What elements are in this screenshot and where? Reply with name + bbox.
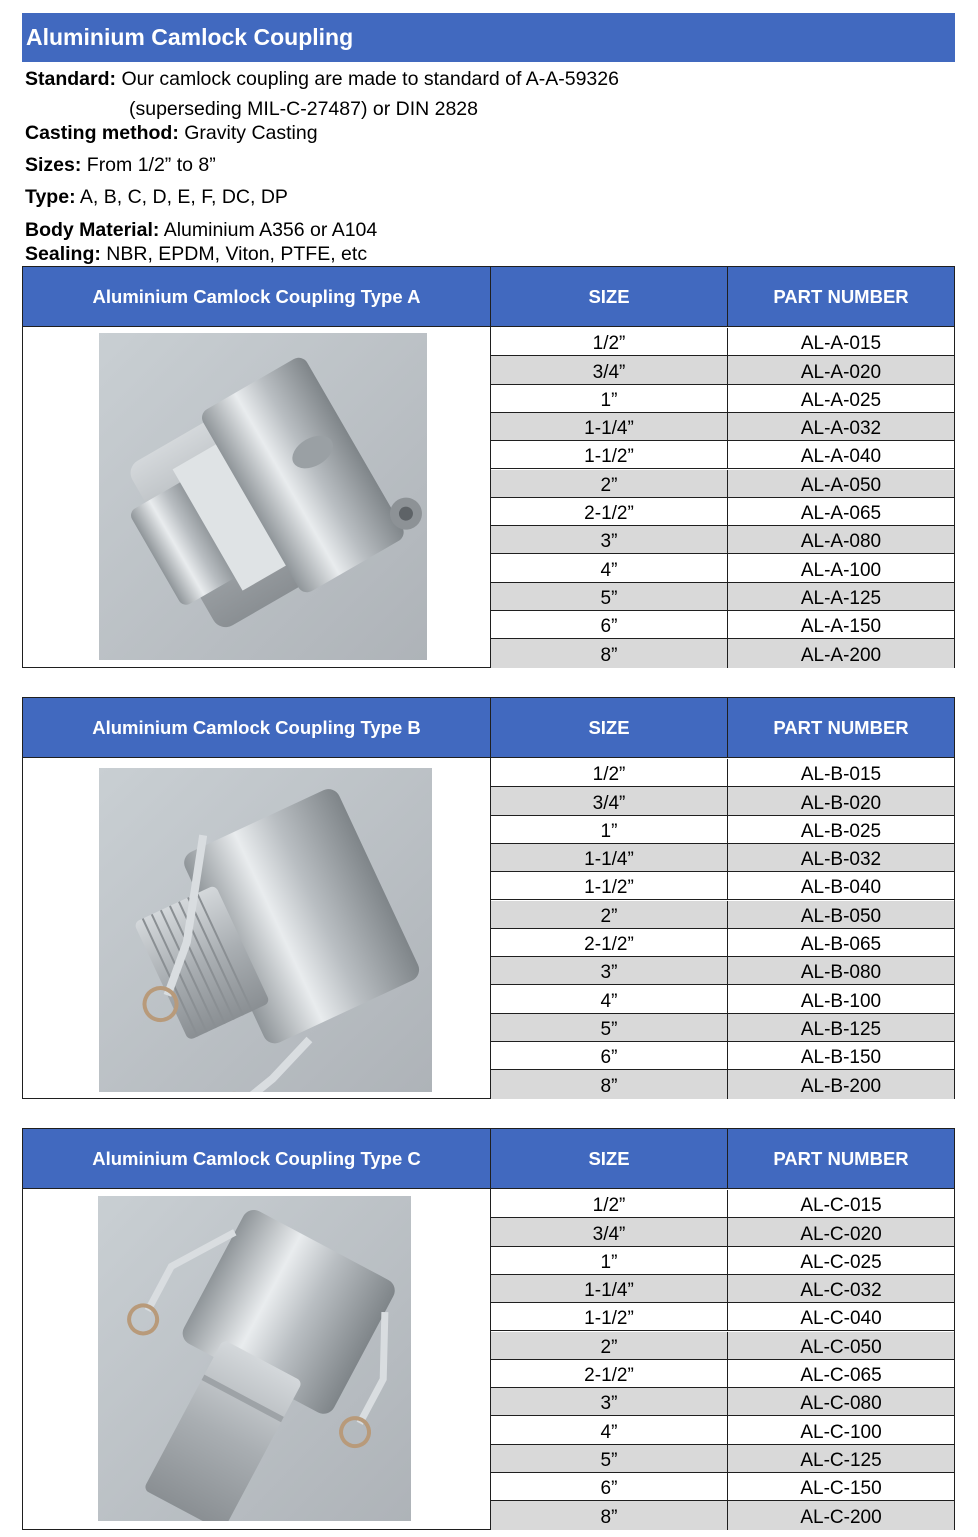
size-column-header: SIZE [588, 716, 630, 738]
table-row [491, 441, 954, 469]
spec-casting-value: Gravity Casting [184, 122, 318, 144]
part-number-column-header: PART NUMBER [773, 285, 909, 307]
part-number-cell: AL-C-025 [800, 1251, 882, 1273]
part-number-cell: AL-B-100 [800, 990, 882, 1012]
size-cell: 4” [600, 990, 618, 1012]
table-row [491, 328, 954, 356]
spec-sizes-label: Sizes: [25, 154, 82, 176]
part-number-cell: AL-B-040 [800, 877, 882, 899]
size-cell: 6” [600, 1047, 618, 1069]
size-cell: 1/2” [592, 1195, 626, 1217]
size-cell: 2-1/2” [584, 503, 634, 525]
part-number-cell: AL-A-020 [800, 361, 882, 383]
table-row [491, 1388, 954, 1416]
part-number-cell: AL-B-015 [800, 764, 882, 786]
size-cell: 8” [600, 1075, 618, 1097]
size-column-header: SIZE [588, 1147, 630, 1169]
size-cell: 1-1/4” [584, 418, 634, 440]
part-number-cell: AL-A-032 [800, 418, 882, 440]
part-number-cell: AL-B-065 [800, 934, 882, 956]
table-row [491, 1014, 954, 1042]
spec-material-label: Body Material: [25, 219, 160, 241]
table-row [491, 470, 954, 498]
table-row [491, 1247, 954, 1275]
table-row [491, 1190, 954, 1218]
table-row [491, 385, 954, 413]
part-number-cell: AL-B-025 [800, 820, 882, 842]
column-divider [490, 698, 491, 758]
size-cell: 1” [600, 1251, 618, 1273]
size-cell: 2” [600, 905, 618, 927]
table-row [491, 1070, 954, 1098]
table-row [491, 901, 954, 929]
table-row [491, 1332, 954, 1360]
part-number-cell: AL-A-125 [800, 587, 882, 609]
column-divider [727, 698, 728, 758]
part-number-cell: AL-C-100 [800, 1421, 882, 1443]
size-cell: 1-1/2” [584, 446, 634, 468]
table-header [23, 267, 954, 327]
spec-sizes [25, 154, 216, 176]
size-cell: 3” [600, 1393, 618, 1415]
size-cell: 4” [600, 1421, 618, 1443]
table-row [491, 356, 954, 384]
part-number-column-header: PART NUMBER [773, 716, 909, 738]
camlock-type-b-photo [99, 768, 432, 1092]
size-cell: 5” [600, 1018, 618, 1040]
table-row [491, 1501, 954, 1529]
spec-casting-label: Casting method: [25, 122, 179, 144]
camlock-type-a-photo [99, 333, 427, 660]
size-column-header: SIZE [588, 285, 630, 307]
table-row [491, 583, 954, 611]
spec-standard [25, 68, 619, 90]
part-number-cell: AL-B-125 [800, 1018, 882, 1040]
column-divider [490, 267, 491, 327]
spec-material-value: Aluminium A356 or A104 [163, 219, 378, 241]
part-number-cell: AL-C-200 [800, 1506, 882, 1528]
part-number-cell: AL-A-025 [800, 389, 882, 411]
size-cell: 2-1/2” [584, 934, 634, 956]
size-cell: 4” [600, 559, 618, 581]
size-cell: 3/4” [592, 792, 626, 814]
table-header [23, 698, 954, 758]
part-number-cell: AL-C-020 [800, 1223, 882, 1245]
size-cell: 1-1/2” [584, 1308, 634, 1330]
spec-type [25, 186, 288, 208]
column-divider [727, 1129, 728, 1189]
table-heading: Aluminium Camlock Coupling Type B [92, 716, 421, 738]
table-heading: Aluminium Camlock Coupling Type A [92, 285, 421, 307]
table-row [491, 413, 954, 441]
part-number-cell: AL-C-150 [800, 1478, 882, 1500]
part-number-cell: AL-C-050 [800, 1336, 882, 1358]
part-number-cell: AL-A-065 [800, 503, 882, 525]
part-number-cell: AL-A-015 [800, 333, 882, 355]
size-cell: 1/2” [592, 333, 626, 355]
spec-casting [25, 122, 318, 144]
table-row [491, 816, 954, 844]
size-cell: 1-1/4” [584, 849, 634, 871]
table-row [491, 1445, 954, 1473]
part-number-cell: AL-A-080 [800, 531, 882, 553]
column-divider [727, 267, 728, 327]
spec-standard-value: Our camlock coupling are made to standard of A-A-59326 [121, 68, 619, 90]
table-row [491, 872, 954, 900]
table-row [491, 844, 954, 872]
table-row [491, 498, 954, 526]
table-row [491, 639, 954, 667]
size-cell: 5” [600, 1449, 618, 1471]
product-table [22, 697, 955, 1099]
part-number-cell: AL-C-065 [800, 1365, 882, 1387]
part-number-cell: AL-C-040 [800, 1308, 882, 1330]
table-row [491, 1303, 954, 1331]
part-number-cell: AL-C-080 [800, 1393, 882, 1415]
size-cell: 1-1/4” [584, 1280, 634, 1302]
part-number-column-header: PART NUMBER [773, 1147, 909, 1169]
size-cell: 3” [600, 531, 618, 553]
size-cell: 1-1/2” [584, 877, 634, 899]
page-title-bar [22, 13, 955, 62]
part-number-cell: AL-A-050 [800, 474, 882, 496]
table-row [491, 985, 954, 1013]
table-heading: Aluminium Camlock Coupling Type C [92, 1147, 421, 1169]
size-cell: 5” [600, 587, 618, 609]
size-cell: 1/2” [592, 764, 626, 786]
table-row [491, 787, 954, 815]
spec-sealing-label: Sealing: [25, 243, 101, 265]
size-cell: 2-1/2” [584, 1365, 634, 1387]
table-row [491, 1416, 954, 1444]
spec-sizes-value: From 1/2” to 8” [86, 154, 216, 176]
size-cell: 3/4” [592, 361, 626, 383]
part-number-cell: AL-A-100 [800, 559, 882, 581]
part-number-cell: AL-A-040 [800, 446, 882, 468]
part-number-cell: AL-A-200 [800, 644, 882, 666]
product-table [22, 1128, 955, 1530]
spec-standard-line2: (superseding MIL-C-27487) or DIN 2828 [129, 98, 479, 120]
spec-sealing-value: NBR, EPDM, Viton, PTFE, etc [106, 243, 368, 265]
size-cell: 1” [600, 820, 618, 842]
table-row [491, 759, 954, 787]
part-number-cell: AL-C-015 [800, 1195, 882, 1217]
size-cell: 2” [600, 1336, 618, 1358]
part-number-cell: AL-A-150 [800, 616, 882, 638]
spec-material [25, 219, 377, 241]
size-cell: 1” [600, 389, 618, 411]
spec-sealing [25, 243, 367, 265]
size-cell: 3” [600, 962, 618, 984]
size-cell: 6” [600, 616, 618, 638]
product-table [22, 266, 955, 668]
size-cell: 8” [600, 1506, 618, 1528]
size-cell: 8” [600, 644, 618, 666]
table-row [491, 611, 954, 639]
table-row [491, 957, 954, 985]
part-number-cell: AL-B-080 [800, 962, 882, 984]
spec-type-value: A, B, C, D, E, F, DC, DP [79, 186, 288, 208]
part-number-cell: AL-C-032 [800, 1280, 882, 1302]
part-number-cell: AL-B-032 [800, 849, 882, 871]
size-cell: 6” [600, 1478, 618, 1500]
part-number-cell: AL-B-200 [800, 1075, 882, 1097]
table-row [491, 1275, 954, 1303]
column-divider [490, 1129, 491, 1189]
table-row [491, 1042, 954, 1070]
size-cell: 3/4” [592, 1223, 626, 1245]
spec-standard-label: Standard: [25, 68, 117, 90]
table-row [491, 1473, 954, 1501]
table-row [491, 554, 954, 582]
table-row [491, 526, 954, 554]
part-number-cell: AL-B-050 [800, 905, 882, 927]
table-row [491, 929, 954, 957]
camlock-type-c-photo [98, 1196, 411, 1521]
part-number-cell: AL-C-125 [800, 1449, 882, 1471]
page-title: Aluminium Camlock Coupling [26, 24, 354, 50]
spec-type-label: Type: [25, 186, 76, 208]
size-cell: 2” [600, 474, 618, 496]
table-row [491, 1218, 954, 1246]
part-number-cell: AL-B-150 [800, 1047, 882, 1069]
table-row [491, 1360, 954, 1388]
table-header [23, 1129, 954, 1189]
part-number-cell: AL-B-020 [800, 792, 882, 814]
